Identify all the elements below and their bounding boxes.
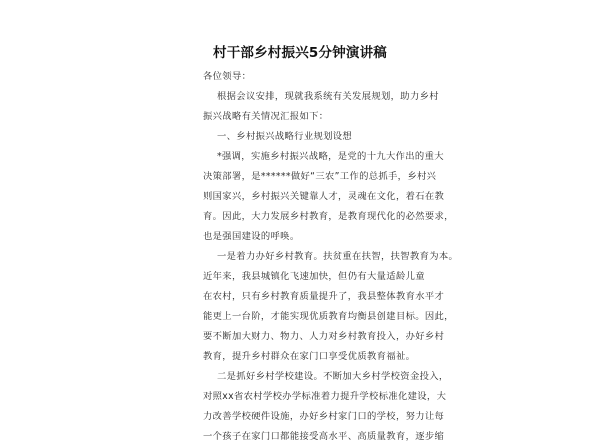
body-line: *强调，实施乡村振兴战略，是党的十九大作出的重大 [217, 151, 444, 162]
body-line: 育。因此，大力发展乡村教育，是教育现代化的必然要求， [203, 211, 454, 222]
body-line: 振兴战略有关情况汇报如下： [203, 111, 329, 122]
body-line: 近年来，我县城镇化飞速加快，但仍有大量适龄儿童 [203, 271, 425, 282]
body-line: 在农村，只有乡村教育质量提升了，我县整体教育水平才 [203, 291, 445, 302]
body-line: 根据会议安排，现就我系统有关发展规划，助力乡村 [217, 91, 439, 102]
body-line: 力改善学校硬件设施，办好乡村家门口的学校，努力让每 [203, 411, 445, 422]
body-line: 要不断加大财力、物力、人力对乡村教育投入，办好乡村 [203, 331, 445, 342]
body-line: 则国家兴，乡村振兴关键靠人才，灵魂在文化，着石在教 [203, 191, 445, 202]
body-line: 也是强国建设的呼唤。 [203, 231, 300, 242]
body-line: 对照xx省农村学校办学标准着力提升学校标准化建设，大 [203, 391, 447, 402]
salutation-line: 各位领导： [203, 71, 252, 82]
body-line: 一是着力办好乡村教育。扶贫重在扶智，扶智教育为本。 [217, 251, 459, 262]
body-line: 决策部署，是******做好“三农”工作的总抓手，乡村兴 [203, 171, 437, 182]
body-line: 教育，提升乡村群众在家门口享受优质教育福祉。 [203, 351, 416, 362]
section-heading-line: 一、乡村振兴战略行业规划设想 [217, 131, 353, 142]
body-line: 一个孩子在家门口都能接受高水平、高质量教育，逐步缩 [203, 431, 445, 442]
body-line: 能更上一台阶，才能实现优质教育均衡县创建目标。因此， [203, 311, 454, 322]
document-title: 村干部乡村振兴5分钟演讲稿 [213, 45, 387, 61]
body-line: 二是抓好乡村学校建设。不断加大乡村学校资金投入， [217, 371, 449, 382]
